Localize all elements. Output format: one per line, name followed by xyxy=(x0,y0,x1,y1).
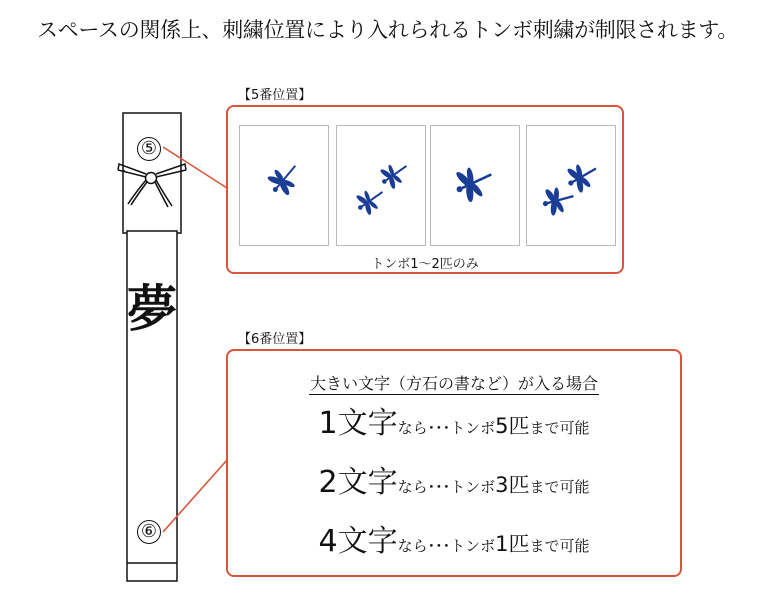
rule-tombo: トンボ xyxy=(450,478,496,496)
rule-row xyxy=(228,406,680,441)
position-6-heading xyxy=(228,371,680,394)
rule-chars: 2文字 xyxy=(318,465,398,500)
rule-suffix: まで可能 xyxy=(529,478,590,496)
sample-card xyxy=(430,125,520,246)
position-6-heading-text: 大きい文字（方石の書など）が入る場合 xyxy=(309,374,598,393)
product-illustration xyxy=(110,108,190,588)
rule-chars: 4文字 xyxy=(318,524,398,559)
rule-count: 3 xyxy=(495,473,509,497)
rule-unit: 匹 xyxy=(508,532,530,556)
bag-kanji: 夢 xyxy=(127,279,177,338)
dragonfly-icon xyxy=(431,126,519,245)
rule-tombo: トンボ xyxy=(450,419,496,437)
sample-card xyxy=(336,125,426,246)
rule-unit: 匹 xyxy=(508,473,530,497)
marker-6: ⑥ xyxy=(137,520,161,544)
rule-count: 5 xyxy=(495,414,509,438)
position-6-panel xyxy=(226,349,682,577)
rule-row xyxy=(228,524,680,559)
dragonfly-icon xyxy=(337,126,425,245)
rule-nara: なら･･･ xyxy=(397,478,451,496)
position-5-caption: トンボ1～2匹のみ xyxy=(371,257,479,272)
headline: スペースの関係上、刺繍位置により入れられるトンボ刺繍が制限されます。 xyxy=(36,18,739,42)
rule-unit: 匹 xyxy=(508,414,530,438)
rule-tombo: トンボ xyxy=(450,537,496,555)
position-5-label: 【5番位置】 xyxy=(238,88,312,103)
rule-nara: なら･･･ xyxy=(397,537,451,555)
rule-count: 1 xyxy=(495,532,509,556)
rule-row xyxy=(228,465,680,500)
sample-card xyxy=(526,125,616,246)
position-5-panel xyxy=(226,105,624,274)
rule-suffix: まで可能 xyxy=(529,419,590,437)
rule-nara: なら･･･ xyxy=(397,419,451,437)
dragonfly-icon xyxy=(527,126,615,245)
rule-suffix: まで可能 xyxy=(529,537,590,555)
dragonfly-icon xyxy=(240,126,328,245)
sample-card xyxy=(239,125,329,246)
marker-5: ⑤ xyxy=(137,137,161,161)
position-6-label: 【6番位置】 xyxy=(238,332,312,347)
rule-chars: 1文字 xyxy=(318,406,398,441)
